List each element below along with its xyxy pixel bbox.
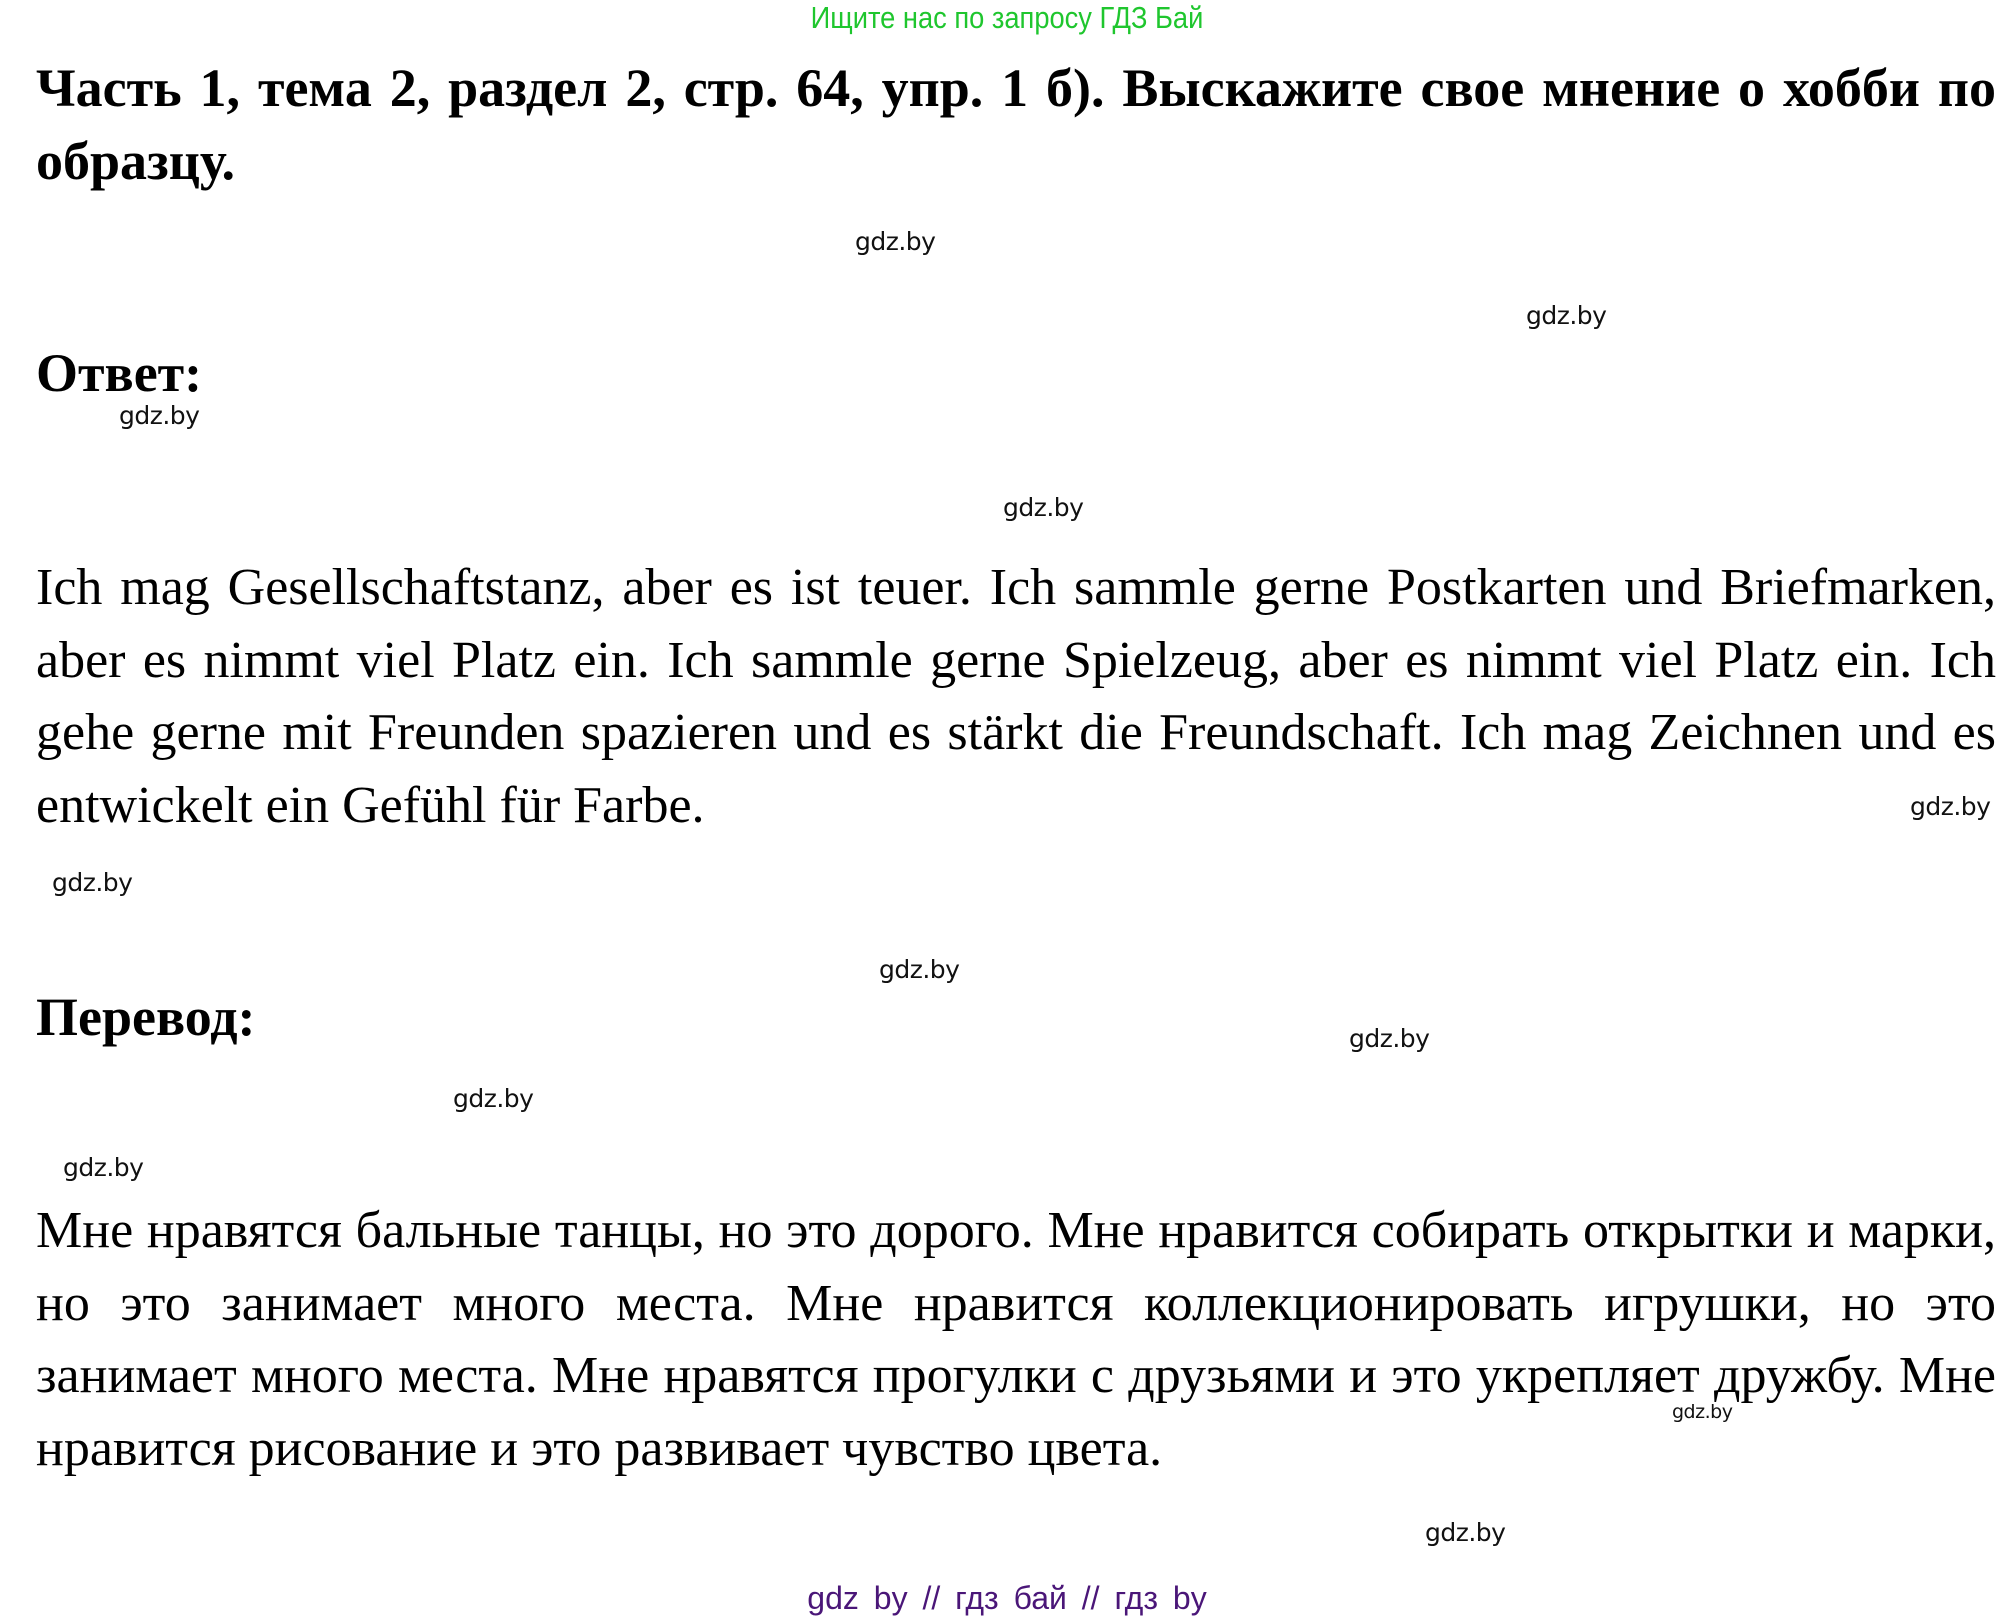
watermark: gdz.by [1910, 792, 1991, 821]
watermark: gdz.by [879, 955, 960, 984]
watermark: gdz.by [1425, 1518, 1506, 1547]
watermark: gdz.by [52, 868, 133, 897]
watermark: gdz.by [1672, 1401, 1733, 1423]
translation-heading: Перевод: [36, 987, 256, 1047]
answer-heading: Ответ: [36, 343, 203, 403]
watermark: gdz.by [855, 227, 936, 256]
answer-text: Ich mag Gesellschaftstanz, aber es ist teuer. Ich sammle gerne Postkarten und Briefmarken, aber es nimmt viel Platz ein. Ich sammle gerne Spielzeug, aber es nimmt viel Platz ein. Ich gehe gerne mit Freunden spazieren und es stärkt die Freundschaft. Ich mag Zeichnen und es entwickelt ein Gefühl für Farbe. [36, 559, 1996, 834]
search-banner: Ищите нас по запросу ГДЗ Бай [810, 0, 1204, 35]
watermark: gdz.by [453, 1084, 534, 1113]
translation-text: Мне нравятся бальные танцы, но это дорого. Мне нравится собирать открытки и марки, но это занимает много места. Мне нравится коллекционировать игрушки, но это занимает много места. Мне нравятся прогулки с друзьями и это укрепляет дружбу. Мне нравится рисование и это развивает чувство цвета. [36, 1202, 1996, 1477]
watermark: gdz.by [1003, 493, 1084, 522]
footer-links: gdz by // гдз бай // гдз by [807, 1580, 1207, 1616]
watermark: gdz.by [119, 401, 200, 430]
watermark: gdz.by [1349, 1024, 1430, 1053]
watermark: gdz.by [63, 1153, 144, 1182]
task-title: Часть 1, тема 2, раздел 2, стр. 64, упр. 1 б). Выскажите свое мнение о хобби по образцу. [36, 58, 1996, 191]
watermark: gdz.by [1526, 301, 1607, 330]
